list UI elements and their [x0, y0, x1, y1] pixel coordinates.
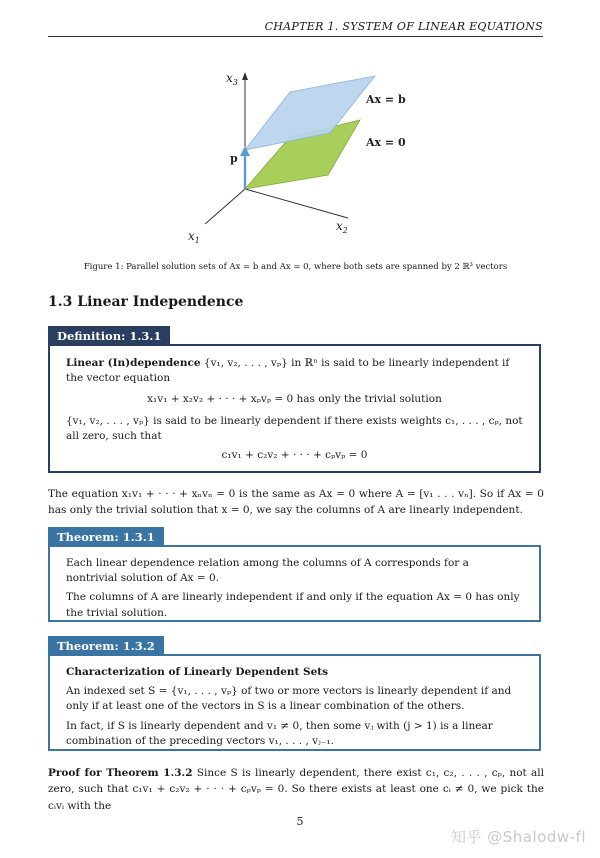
label-axb: Ax = b	[366, 93, 406, 106]
definition-line2: {v₁, v₂, . . . , vₚ} is said to be linearly dependent if there exists weights c₁, . . . , cₚ, not all zero, such that	[66, 414, 523, 442]
theorem-132-heading: Characterization of Linearly Dependent Sets	[66, 666, 329, 678]
theorem-132-title: Theorem: 1.3.2	[48, 636, 164, 656]
watermark: 知乎 @Shalodw-fl	[451, 828, 586, 846]
proof-paragraph	[48, 765, 544, 814]
label-x3: $x_3$	[226, 71, 238, 87]
theorem-131-box	[48, 545, 541, 622]
label-x1: $x_1$	[188, 229, 200, 245]
definition-title: Definition: 1.3.1	[48, 326, 170, 346]
proof-label: Proof for Theorem 1.3.2	[48, 767, 193, 779]
chapter-header: CHAPTER 1. SYSTEM OF LINEAR EQUATIONS	[48, 20, 543, 37]
definition-line1: {v₁, v₂, . . . , vₚ} in ℝⁿ is said to be linearly independent if the vector equation	[66, 357, 510, 385]
label-x2: $x_2$	[336, 219, 348, 235]
theorem-132-p1: An indexed set S = {v₁, . . . , vₚ} of two or more vectors is linearly dependent if and only if at least one of the vectors in S is a linear combination of the others.	[66, 685, 512, 713]
theorem-132-box	[48, 654, 541, 751]
x2-axis	[245, 189, 348, 218]
label-p: p	[230, 152, 238, 165]
theorem-131-title: Theorem: 1.3.1	[48, 527, 164, 547]
theorem-131-p2: The columns of A are linearly independent if and only if the equation Ax = 0 has only the trivial solution.	[66, 591, 520, 619]
parallel-planes-figure	[170, 58, 440, 253]
label-ax0: Ax = 0	[366, 136, 406, 149]
x1-axis	[205, 189, 245, 224]
section-title: 1.3 Linear Independence	[48, 294, 244, 310]
independence-paragraph: The equation x₁v₁ + · · · + xₙvₙ = 0 is the same as Ax = 0 where A = [v₁ . . . vₙ]. So if Ax = 0 has only the trivial solution that x = 0, we say the columns of A are linearly independent.	[48, 488, 544, 517]
figure-caption: Figure 1: Parallel solution sets of Ax = b and Ax = 0, where both sets are spanned by 2 ℝ³ vectors	[83, 262, 508, 272]
definition-box	[48, 344, 541, 473]
theorem-132-p2: In fact, if S is linearly dependent and v₁ ≠ 0, then some vⱼ with (j > 1) is a linear combination of the preceding vectors v₁, . . . , vⱼ₋₁.	[66, 719, 493, 747]
page-number: 5	[296, 815, 304, 828]
x3-axis-arrowhead	[242, 72, 248, 80]
proof-text: Since S is linearly dependent, there exist c₁, c₂, . . . , cₚ, not all zero, such that c₁v₁ + c₂v₂ + · · · + cₚvₚ = 0. So there exists at least one cᵢ ≠ 0, we pick the cᵢvᵢ with the	[48, 767, 545, 812]
definition-eq1: x₁v₁ + x₂v₂ + · · · + xₚvₚ = 0 has only the trivial solution	[147, 393, 442, 406]
theorem-131-p1: Each linear dependence relation among the columns of A corresponds for a nontrivial solution of Ax = 0.	[66, 557, 469, 585]
definition-eq2: c₁v₁ + c₂v₂ + · · · + cₚvₚ = 0	[221, 449, 368, 462]
definition-term: Linear (In)dependence	[66, 357, 201, 369]
